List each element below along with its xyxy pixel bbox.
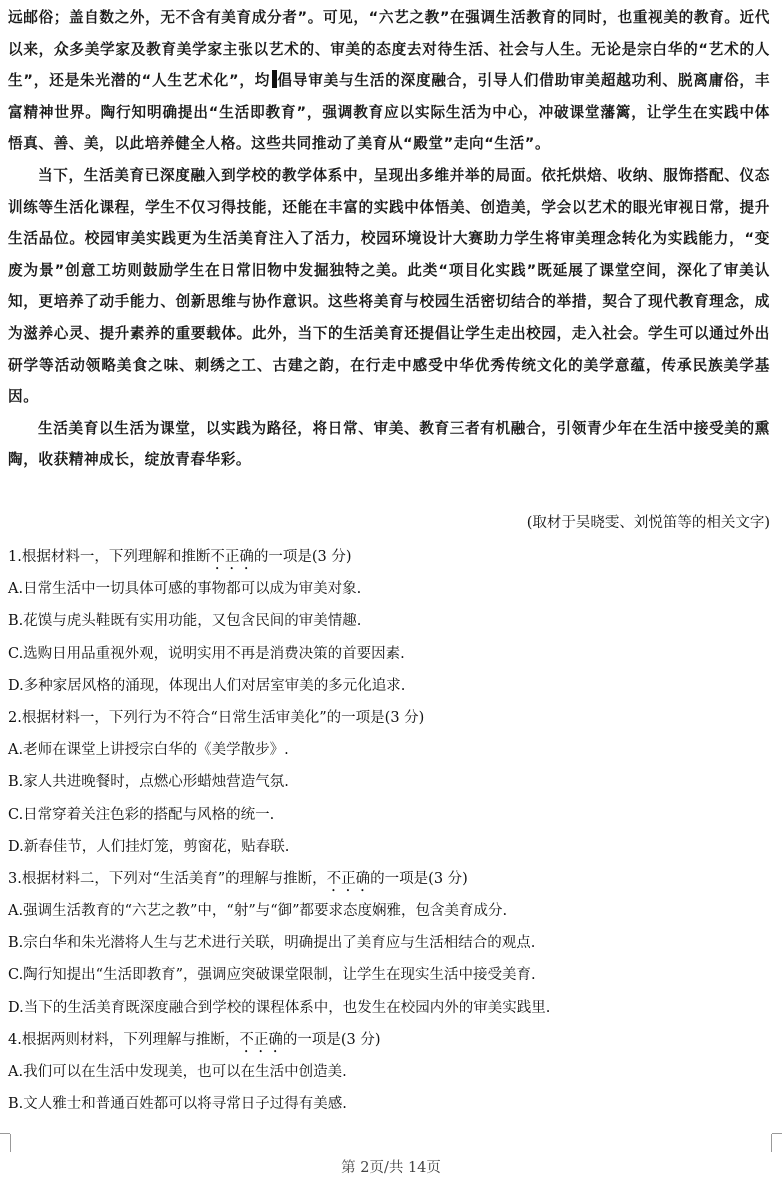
q4-pre: 4.根据两则材料，下列理解与推断， bbox=[8, 1031, 240, 1048]
source-citation: (取材于吴晓雯、刘悦笛等的相关文字) bbox=[526, 515, 770, 531]
q3-option-a: A.强调生活教育的“六艺之教”中，“射”与“御”都要求态度娴雅，包含美育成分. bbox=[8, 903, 508, 920]
p1-line-5: 心，冲破课堂藩篱，让学生在实践中体悟真、善、美，以此培养健全人格。这些共同推动了美育从“殿堂” bbox=[8, 103, 770, 153]
q1-option-d: D.多种家居风格的涌现，体现出人们对居室审美的多元化追求. bbox=[8, 677, 406, 694]
question-3-stem bbox=[8, 863, 770, 895]
question-4-stem bbox=[8, 1024, 770, 1056]
q3-option-d: D.当下的生活美育既深度融合到学校的课程体系中，也发生在校园内外的审美实践里. bbox=[8, 999, 551, 1016]
q1-option-c: C.选购日用品重视外观，说明实用不再是消费决策的首要因素. bbox=[8, 645, 405, 662]
p1-line-6: 走向“生活”。 bbox=[453, 135, 551, 153]
p1-line-3a: 宗白华的“艺术的人生”，还是朱光潜的“人生艺术化”，均 bbox=[8, 40, 770, 90]
question-list bbox=[8, 541, 770, 1120]
q1-post: 的一项是(3 分) bbox=[253, 549, 352, 565]
q1-emphasis: 不正确 bbox=[210, 549, 254, 565]
q2-option-b: B.家人共进晚餐时，点燃心形蜡烛营造气氛. bbox=[8, 774, 289, 791]
q4-option-a: A.我们可以在生活中发现美，也可以在生活中创造美. bbox=[8, 1064, 347, 1080]
q2-option-a: A.老师在课堂上讲授宗白华的《美学散步》. bbox=[8, 742, 289, 759]
q1-pre: 1.根据材料一，下列理解和推断 bbox=[8, 549, 211, 565]
passage bbox=[8, 2, 770, 476]
crop-mark-left-vertical bbox=[0, 1134, 11, 1152]
p1-line-1: 远邮俗；盖自数之外，无不含有美育成分者”。可见，“六艺之教”在强调生活教育的同时，也重视美的 bbox=[8, 9, 694, 26]
q3-pre: 3.根据材料二，下列对“生活美育”的理解与推断， bbox=[8, 870, 327, 887]
passage-paragraph-2: 当下，生活美育已深度融入到学校的教学体系中，呈现出多维并举的局面。依托烘焙、收纳、服饰搭配、仪态训练等生活化课程，学生不仅习得技能，还能在丰富的实践中体悟美、创造美，学会以艺术的眼光审视日常，提升生活品位。校园审美实践更为生活美育注入了活力，校园环境设计大赛助力学生将审美理念转化为实践能力，“变废为景”创意工坊则鼓励学生在日常旧物中发掘独特之美。此类“项目化实践”既延展了课堂空间，深化了审美认知，更培养了动手能力、创新思维与协作意识。这些将美育与校园生活密切结合的举措，契合了现代教育理念，成为滋养心灵、提升素养的重要载体。此外，当下的生活美育还提倡让学生走出校园，走入社会。学生可以通过外出研学等活动领略美食之味、刺绣之工、古建之韵，在行走中感受中华优秀传统文化的美学意蕴，传承民族美学基因。 bbox=[8, 166, 770, 406]
question-2-stem: 2.根据材料一，下列行为不符合“日常生活审美化”的一项是(3 分) bbox=[8, 709, 425, 726]
passage-paragraph-1 bbox=[8, 2, 770, 160]
q4-post: 的一项是(3 分) bbox=[282, 1031, 381, 1048]
p1-line-4: 审美超越功利、脱离庸俗，丰富精神世界。陶行知明确提出“生活即教育”，强调教育应以实际生活为中 bbox=[8, 72, 771, 121]
q2-option-d: D.新春佳节，人们挂灯笼，剪窗花，贴春联. bbox=[8, 838, 290, 855]
q3-option-c: C.陶行知提出“生活即教育”，强调应突破课堂限制，让学生在现实生活中接受美育. bbox=[8, 967, 536, 984]
q3-option-b: B.宗白华和朱光潜将人生与艺术进行关联，明确提出了美育应与生活相结合的观点. bbox=[8, 935, 536, 952]
q4-emphasis: 不正确 bbox=[239, 1031, 283, 1048]
q3-emphasis: 不正确 bbox=[326, 870, 371, 887]
crop-mark-right-vertical bbox=[771, 1134, 782, 1152]
p1-line-2: 教育。近代以来，众多美学家及教育美学家主张以艺术的、审美的态度去对待生活、社会与人生。无论是 bbox=[8, 9, 770, 58]
q2-option-c: C.日常穿着关注色彩的搭配与风格的统一. bbox=[8, 806, 275, 823]
passage-paragraph-3: 生活美育以生活为课堂，以实践为路径，将日常、审美、教育三者有机融合，引领青少年在生活中接受美的熏陶，收获精神成长，绽放青春华彩。 bbox=[8, 419, 770, 469]
q4-option-b: B.文人雅士和普通百姓都可以将寻常日子过得有美感. bbox=[8, 1096, 347, 1113]
q1-option-a: A.日常生活中一切具体可感的事物都可以成为审美对象. bbox=[8, 581, 362, 598]
q1-option-b: B.花馍与虎头鞋既有实用功能，又包含民间的审美情趣. bbox=[8, 613, 362, 630]
q3-post: 的一项是(3 分) bbox=[370, 870, 468, 887]
p1-line-3b: 倡导审美与生活的深度融合，引导人们借助 bbox=[277, 72, 571, 90]
page-number-footer: 第 2页/共 14页 bbox=[341, 1160, 441, 1176]
question-1-stem bbox=[8, 541, 770, 573]
